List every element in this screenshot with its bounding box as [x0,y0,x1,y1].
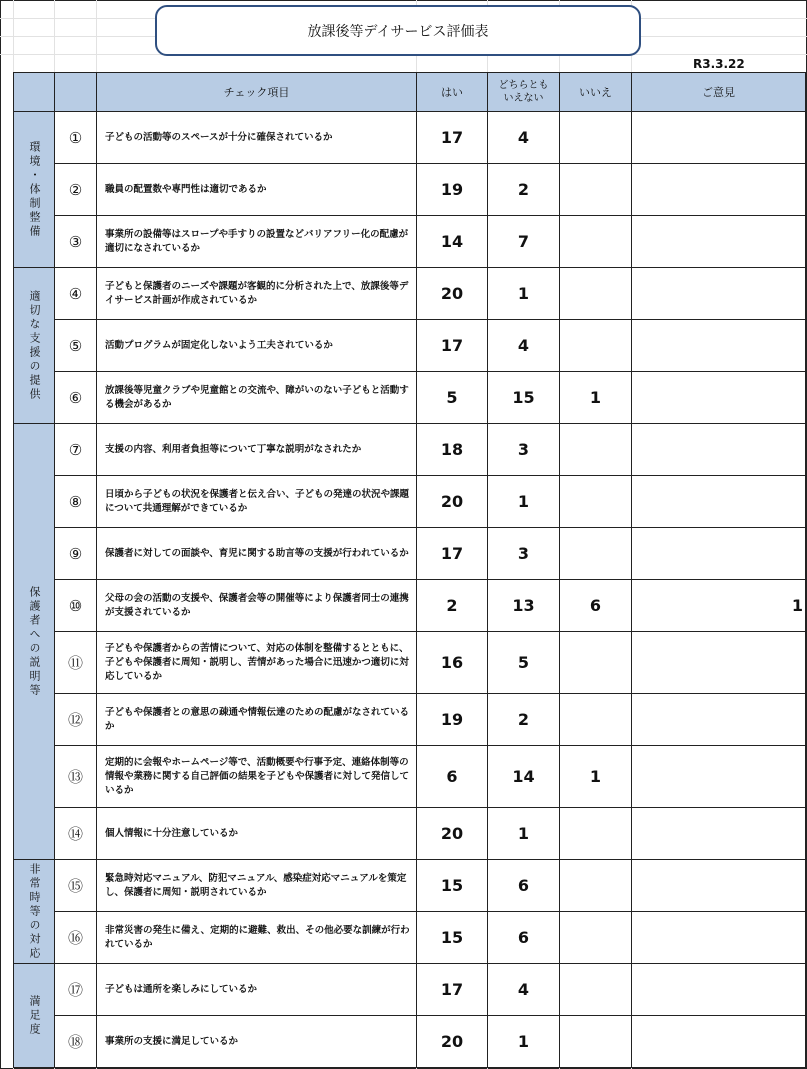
row-item: 保護者に対しての面談や、育児に関する助言等の支援が行われているか [97,528,417,580]
row-item: 定期的に会報やホームページ等で、活動概要や行事予定、連絡体制等の情報や業務に関する自己評価の結果を子どもや保護者に対して発信しているか [97,746,417,808]
row-neither: 2 [488,164,560,216]
row-item: 緊急時対応マニュアル、防犯マニュアル、感染症対応マニュアルを策定し、保護者に周知・説明されているか [97,860,417,912]
table-row [14,632,806,694]
table-row [14,580,806,632]
row-item: 父母の会の活動の支援や、保護者会等の開催等により保護者同士の連携が支援されているか [97,580,417,632]
table-row [14,164,806,216]
row-no: 1 [560,746,632,808]
category-satisfaction: 満足度 [14,964,55,1068]
table-row [14,808,806,860]
row-number: ③ [55,216,97,268]
row-item: 活動プログラムが固定化しないよう工夫されているか [97,320,417,372]
row-neither: 15 [488,372,560,424]
row-yes: 16 [417,632,488,694]
row-comment [632,424,806,476]
table-row [14,216,806,268]
category-emergency: 非常時等の対応 [14,860,55,964]
table-row [14,860,806,912]
row-no [560,632,632,694]
row-comment [632,216,806,268]
row-yes: 15 [417,860,488,912]
row-item: 事業所の設備等はスロープや手すりの設置などバリアフリー化の配慮が適切になされているか [97,216,417,268]
row-number: ① [55,112,97,164]
table-row [14,964,806,1016]
row-comment [632,1016,806,1068]
header-category [14,73,55,112]
row-comment [632,912,806,964]
row-no [560,1016,632,1068]
row-comment [632,320,806,372]
row-item: 支援の内容、利用者負担等について丁寧な説明がなされたか [97,424,417,476]
row-comment [632,528,806,580]
header-neither [488,73,560,112]
row-yes: 6 [417,746,488,808]
table-row [14,1016,806,1068]
row-neither: 4 [488,320,560,372]
row-yes: 20 [417,268,488,320]
header-row [14,73,806,112]
row-comment [632,476,806,528]
table-row [14,694,806,746]
header-comment: ご意見 [632,73,806,112]
row-item: 子どもの活動等のスペースが十分に確保されているか [97,112,417,164]
row-item: 放課後等児童クラブや児童館との交流や、障がいのない子どもと活動する機会があるか [97,372,417,424]
date-label: R3.3.22 [693,57,745,71]
row-neither: 4 [488,112,560,164]
row-no [560,164,632,216]
row-item: 個人情報に十分注意しているか [97,808,417,860]
row-neither: 3 [488,528,560,580]
row-number: ⑱ [55,1016,97,1068]
table-row [14,372,806,424]
row-item: 職員の配置数や専門性は適切であるか [97,164,417,216]
row-no [560,528,632,580]
category-environment: 環境・体制整備 [14,112,55,268]
row-neither: 1 [488,808,560,860]
row-number: ⑪ [55,632,97,694]
row-comment [632,808,806,860]
row-no [560,860,632,912]
row-item: 子どもや保護者との意思の疎通や情報伝達のための配慮がなされているか [97,694,417,746]
row-comment [632,694,806,746]
row-yes: 15 [417,912,488,964]
row-neither: 6 [488,912,560,964]
table-row [14,320,806,372]
row-comment [632,746,806,808]
row-yes: 14 [417,216,488,268]
row-number: ⑤ [55,320,97,372]
header-number [55,73,97,112]
row-comment [632,268,806,320]
row-neither: 1 [488,1016,560,1068]
row-comment [632,112,806,164]
table-row [14,912,806,964]
row-comment: 1 [632,580,806,632]
title-box [155,5,641,56]
header-item: チェック項目 [97,73,417,112]
row-number: ② [55,164,97,216]
row-item: 非常災害の発生に備え、定期的に避難、救出、その他必要な訓練が行われているか [97,912,417,964]
row-no [560,694,632,746]
row-number: ⑫ [55,694,97,746]
row-number: ⑩ [55,580,97,632]
row-item: 子どもや保護者からの苦情について、対応の体制を整備するとともに、子どもや保護者に周知・説明し、苦情があった場合に迅速かつ適切に対応しているか [97,632,417,694]
row-no [560,912,632,964]
row-number: ⑭ [55,808,97,860]
page-title: 放課後等デイサービス評価表 [307,23,489,40]
row-item: 事業所の支援に満足しているか [97,1016,417,1068]
evaluation-table [13,72,806,1068]
table-row [14,112,806,164]
table-row [14,268,806,320]
row-yes: 20 [417,808,488,860]
row-number: ⑧ [55,476,97,528]
row-no [560,424,632,476]
category-support: 適切な支援の提供 [14,268,55,424]
row-neither: 13 [488,580,560,632]
row-neither: 7 [488,216,560,268]
row-yes: 19 [417,164,488,216]
row-yes: 17 [417,320,488,372]
row-comment [632,632,806,694]
row-no [560,320,632,372]
table-row [14,746,806,808]
row-number: ⑨ [55,528,97,580]
row-number: ⑬ [55,746,97,808]
row-yes: 5 [417,372,488,424]
header-no: いいえ [560,73,632,112]
table-row [14,528,806,580]
row-yes: 18 [417,424,488,476]
row-no [560,476,632,528]
row-no [560,216,632,268]
row-number: ⑥ [55,372,97,424]
row-yes: 17 [417,112,488,164]
row-neither: 1 [488,476,560,528]
row-number: ⑮ [55,860,97,912]
row-comment [632,372,806,424]
row-number: ④ [55,268,97,320]
row-neither: 3 [488,424,560,476]
row-item: 子どもと保護者のニーズや課題が客観的に分析された上で、放課後等デイサービス計画が作成されているか [97,268,417,320]
row-yes: 20 [417,476,488,528]
row-item: 日頃から子どもの状況を保護者と伝え合い、子どもの発達の状況や課題について共通理解ができているか [97,476,417,528]
row-no [560,112,632,164]
table-row [14,476,806,528]
row-neither: 2 [488,694,560,746]
row-comment [632,964,806,1016]
row-yes: 2 [417,580,488,632]
row-neither: 4 [488,964,560,1016]
row-neither: 1 [488,268,560,320]
row-yes: 17 [417,964,488,1016]
row-no [560,964,632,1016]
row-comment [632,860,806,912]
row-number: ⑯ [55,912,97,964]
row-comment [632,164,806,216]
row-neither: 14 [488,746,560,808]
row-no [560,808,632,860]
header-neither-line2: いえない [503,93,544,104]
row-yes: 17 [417,528,488,580]
header-neither-line1: どちらとも [498,80,549,91]
table-row [14,424,806,476]
row-number: ⑰ [55,964,97,1016]
row-neither: 6 [488,860,560,912]
row-item: 子どもは通所を楽しみにしているか [97,964,417,1016]
row-no: 1 [560,372,632,424]
row-number: ⑦ [55,424,97,476]
row-yes: 19 [417,694,488,746]
row-no [560,268,632,320]
category-guardian: 保護者への説明等 [14,424,55,860]
header-yes: はい [417,73,488,112]
row-no: 6 [560,580,632,632]
row-neither: 5 [488,632,560,694]
row-yes: 20 [417,1016,488,1068]
